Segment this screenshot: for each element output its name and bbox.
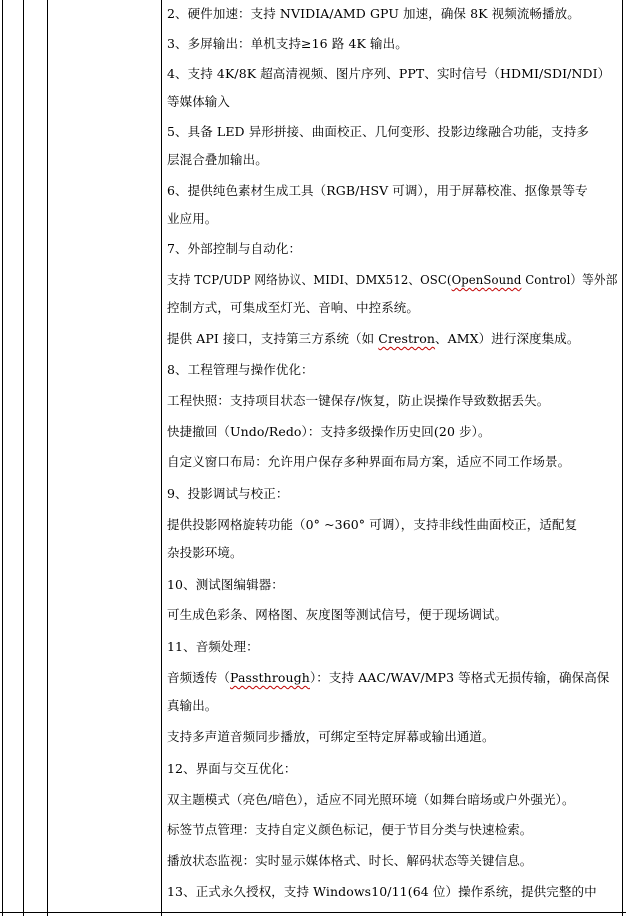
spec-line: [167, 664, 609, 691]
spellcheck-word: OpenSound: [451, 272, 522, 287]
spec-line: 2、硬件加速：支持 NVIDIA/AMD GPU 加速，确保 8K 视频流畅播放。: [167, 6, 580, 21]
spec-line: 标签节点管理：支持自定义颜色标记，便于节目分类与快速检索。: [167, 822, 533, 837]
spec-line: 3、多屏输出：单机支持≥16 路 4K 输出。: [167, 36, 408, 51]
text-fragment: 音频透传（: [167, 670, 231, 685]
column-divider-1: [23, 0, 24, 916]
text-fragment: Control）等外部: [521, 272, 618, 287]
spec-line: 提供投影网格旋转功能（0° ~360° 可调），支持非线性曲面校正，适配复: [167, 517, 578, 532]
text-fragment: 、AMX）进行深度集成。: [435, 331, 580, 346]
spec-line: 播放状态监视：实时显示媒体格式、时长、解码状态等关键信息。: [167, 853, 533, 868]
spec-line: 6、提供纯色素材生成工具（RGB/HSV 可调），用于屏幕校准、抠像景等专: [167, 183, 588, 198]
table-border-right: [622, 0, 623, 916]
spec-line: 11、音频处理：: [167, 639, 259, 654]
spellcheck-word: Crestron: [378, 331, 436, 346]
spec-line: 7、外部控制与自动化：: [167, 241, 302, 256]
spec-line: 工程快照：支持项目状态一键保存/恢复，防止误操作导致数据丢失。: [167, 393, 550, 408]
spec-line: 12、界面与交互优化：: [167, 761, 297, 776]
spec-line: 自定义窗口布局：允许用户保存多种界面布局方案，适应不同工作场景。: [167, 454, 571, 469]
spec-line: 等媒体输入: [167, 94, 231, 109]
spec-line: 5、具备 LED 异形拼接、曲面校正、几何变形、投影边缘融合功能，支持多: [167, 124, 589, 139]
text-fragment: 提供 API 接口，支持第三方系统（如: [167, 331, 379, 346]
table-bottom-border: [0, 912, 626, 913]
spec-line: 双主题模式（亮色/暗色），适应不同光照环境（如舞台暗场或户外强光）。: [167, 792, 575, 807]
spec-line: [167, 325, 579, 352]
spec-line: 9、投影调试与校正：: [167, 486, 289, 501]
spec-line: 控制方式，可集成至灯光、音响、中控系统。: [167, 300, 420, 315]
spec-line: [167, 266, 617, 293]
text-fragment: ）：支持 AAC/WAV/MP3 等格式无损传输，确保高保: [309, 670, 610, 685]
spec-line: 真输出。: [167, 698, 218, 713]
spec-line: 13、正式永久授权，支持 Windows10/11(64 位）操作系统，提供完整的中: [167, 884, 597, 899]
spec-line: 业应用。: [167, 211, 218, 226]
spec-line: 杂投影环境。: [167, 545, 243, 560]
text-fragment: 支持 TCP/UDP 网络协议、MIDI、DMX512、OSC(: [167, 272, 452, 287]
spec-line: 快捷撤回（Undo/Redo）：支持多级操作历史回(20 步）。: [167, 424, 491, 439]
spec-line: 4、支持 4K/8K 超高清视频、图片序列、PPT、实时信号（HDMI/SDI/NDI）: [167, 66, 611, 81]
spec-line: 可生成色彩条、网格图、灰度图等测试信号，便于现场调试。: [167, 607, 508, 622]
spec-description-cell: [162, 0, 618, 912]
table-border-left: [2, 0, 3, 916]
column-divider-2: [47, 0, 48, 916]
spec-line: 支持多声道音频同步播放，可绑定至特定屏幕或输出通道。: [167, 729, 495, 744]
spec-line: 10、测试图编辑器：: [167, 577, 284, 592]
spec-line: 8、工程管理与操作优化：: [167, 362, 314, 377]
spellcheck-word: Passthrough: [230, 670, 310, 685]
spec-line: 层混合叠加输出。: [167, 152, 268, 167]
